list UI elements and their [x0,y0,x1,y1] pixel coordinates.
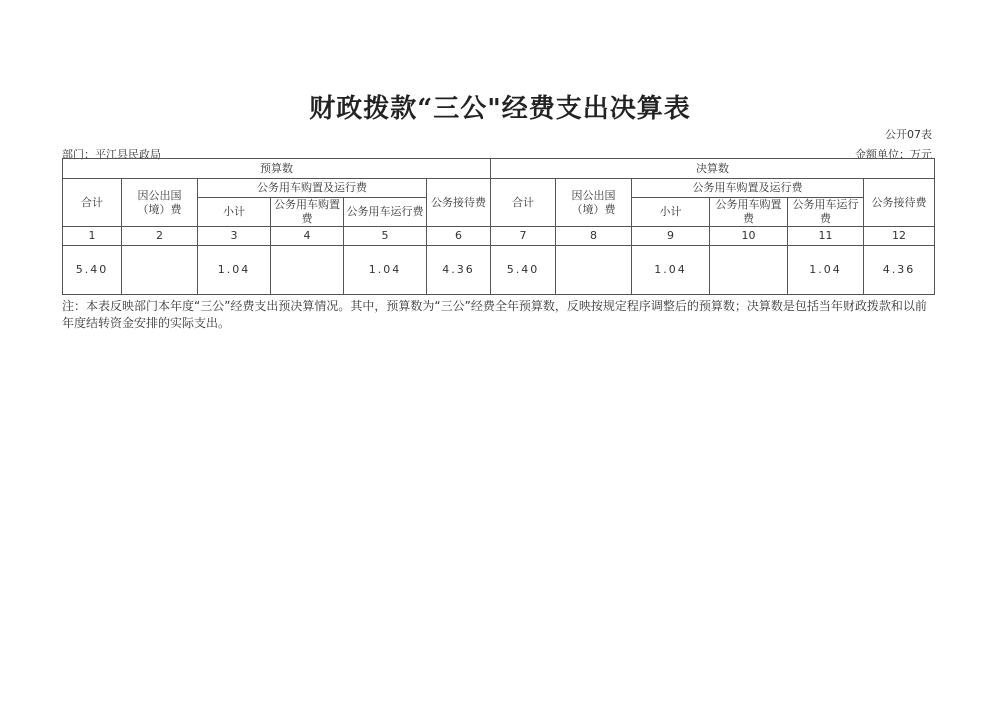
budget-subtotal-value: 1.04 [198,246,271,295]
form-code: 公开07表 [885,128,932,141]
final-header: 决算数 [491,159,935,179]
budget-vehicle-group-header: 公务用车购置及运行费 [198,179,427,198]
budget-vehicle-operation-value: 1.04 [344,246,427,295]
column-number: 4 [271,227,344,246]
final-subtotal-header: 小计 [632,198,710,227]
budget-header: 预算数 [63,159,491,179]
budget-reception-header: 公务接待费 [427,179,491,227]
expense-table [62,158,935,295]
column-number: 11 [788,227,864,246]
value-row [63,246,935,295]
final-abroad-value [556,246,632,295]
final-total-value: 5.40 [491,246,556,295]
budget-total-value: 5.40 [63,246,122,295]
page-title: 财政拨款“三公"经费支出决算表 [309,94,691,124]
final-abroad-header: 因公出国（境）费 [556,179,632,227]
department-label: 部门：平江县民政局 [62,148,161,161]
column-number: 7 [491,227,556,246]
budget-abroad-value [122,246,198,295]
budget-abroad-header: 因公出国（境）费 [122,179,198,227]
budget-vehicle-purchase-header: 公务用车购置费 [271,198,344,227]
budget-vehicle-operation-header: 公务用车运行费 [344,198,427,227]
column-number: 8 [556,227,632,246]
budget-vehicle-purchase-value [271,246,344,295]
table-note: 注：本表反映部门本年度“三公”经费支出预决算情况。其中，预算数为“三公”经费全年预算数，反映按规定程序调整后的预算数；决算数是包括当年财政拨款和以前年度结转资金安排的实际支出。 [62,299,927,330]
unit-label: 金额单位：万元 [855,148,932,161]
column-number: 12 [864,227,935,246]
column-number: 9 [632,227,710,246]
budget-total-header: 合计 [63,179,122,227]
final-vehicle-operation-header: 公务用车运行费 [788,198,864,227]
column-number: 1 [63,227,122,246]
final-vehicle-operation-value: 1.04 [788,246,864,295]
column-number-row [63,227,935,246]
column-number: 3 [198,227,271,246]
column-number: 10 [710,227,788,246]
budget-reception-value: 4.36 [427,246,491,295]
final-reception-header: 公务接待费 [864,179,935,227]
final-total-header: 合计 [491,179,556,227]
column-number: 6 [427,227,491,246]
final-vehicle-purchase-value [710,246,788,295]
final-vehicle-group-header: 公务用车购置及运行费 [632,179,864,198]
column-number: 2 [122,227,198,246]
budget-subtotal-header: 小计 [198,198,271,227]
final-subtotal-value: 1.04 [632,246,710,295]
final-reception-value: 4.36 [864,246,935,295]
column-number: 5 [344,227,427,246]
final-vehicle-purchase-header: 公务用车购置费 [710,198,788,227]
